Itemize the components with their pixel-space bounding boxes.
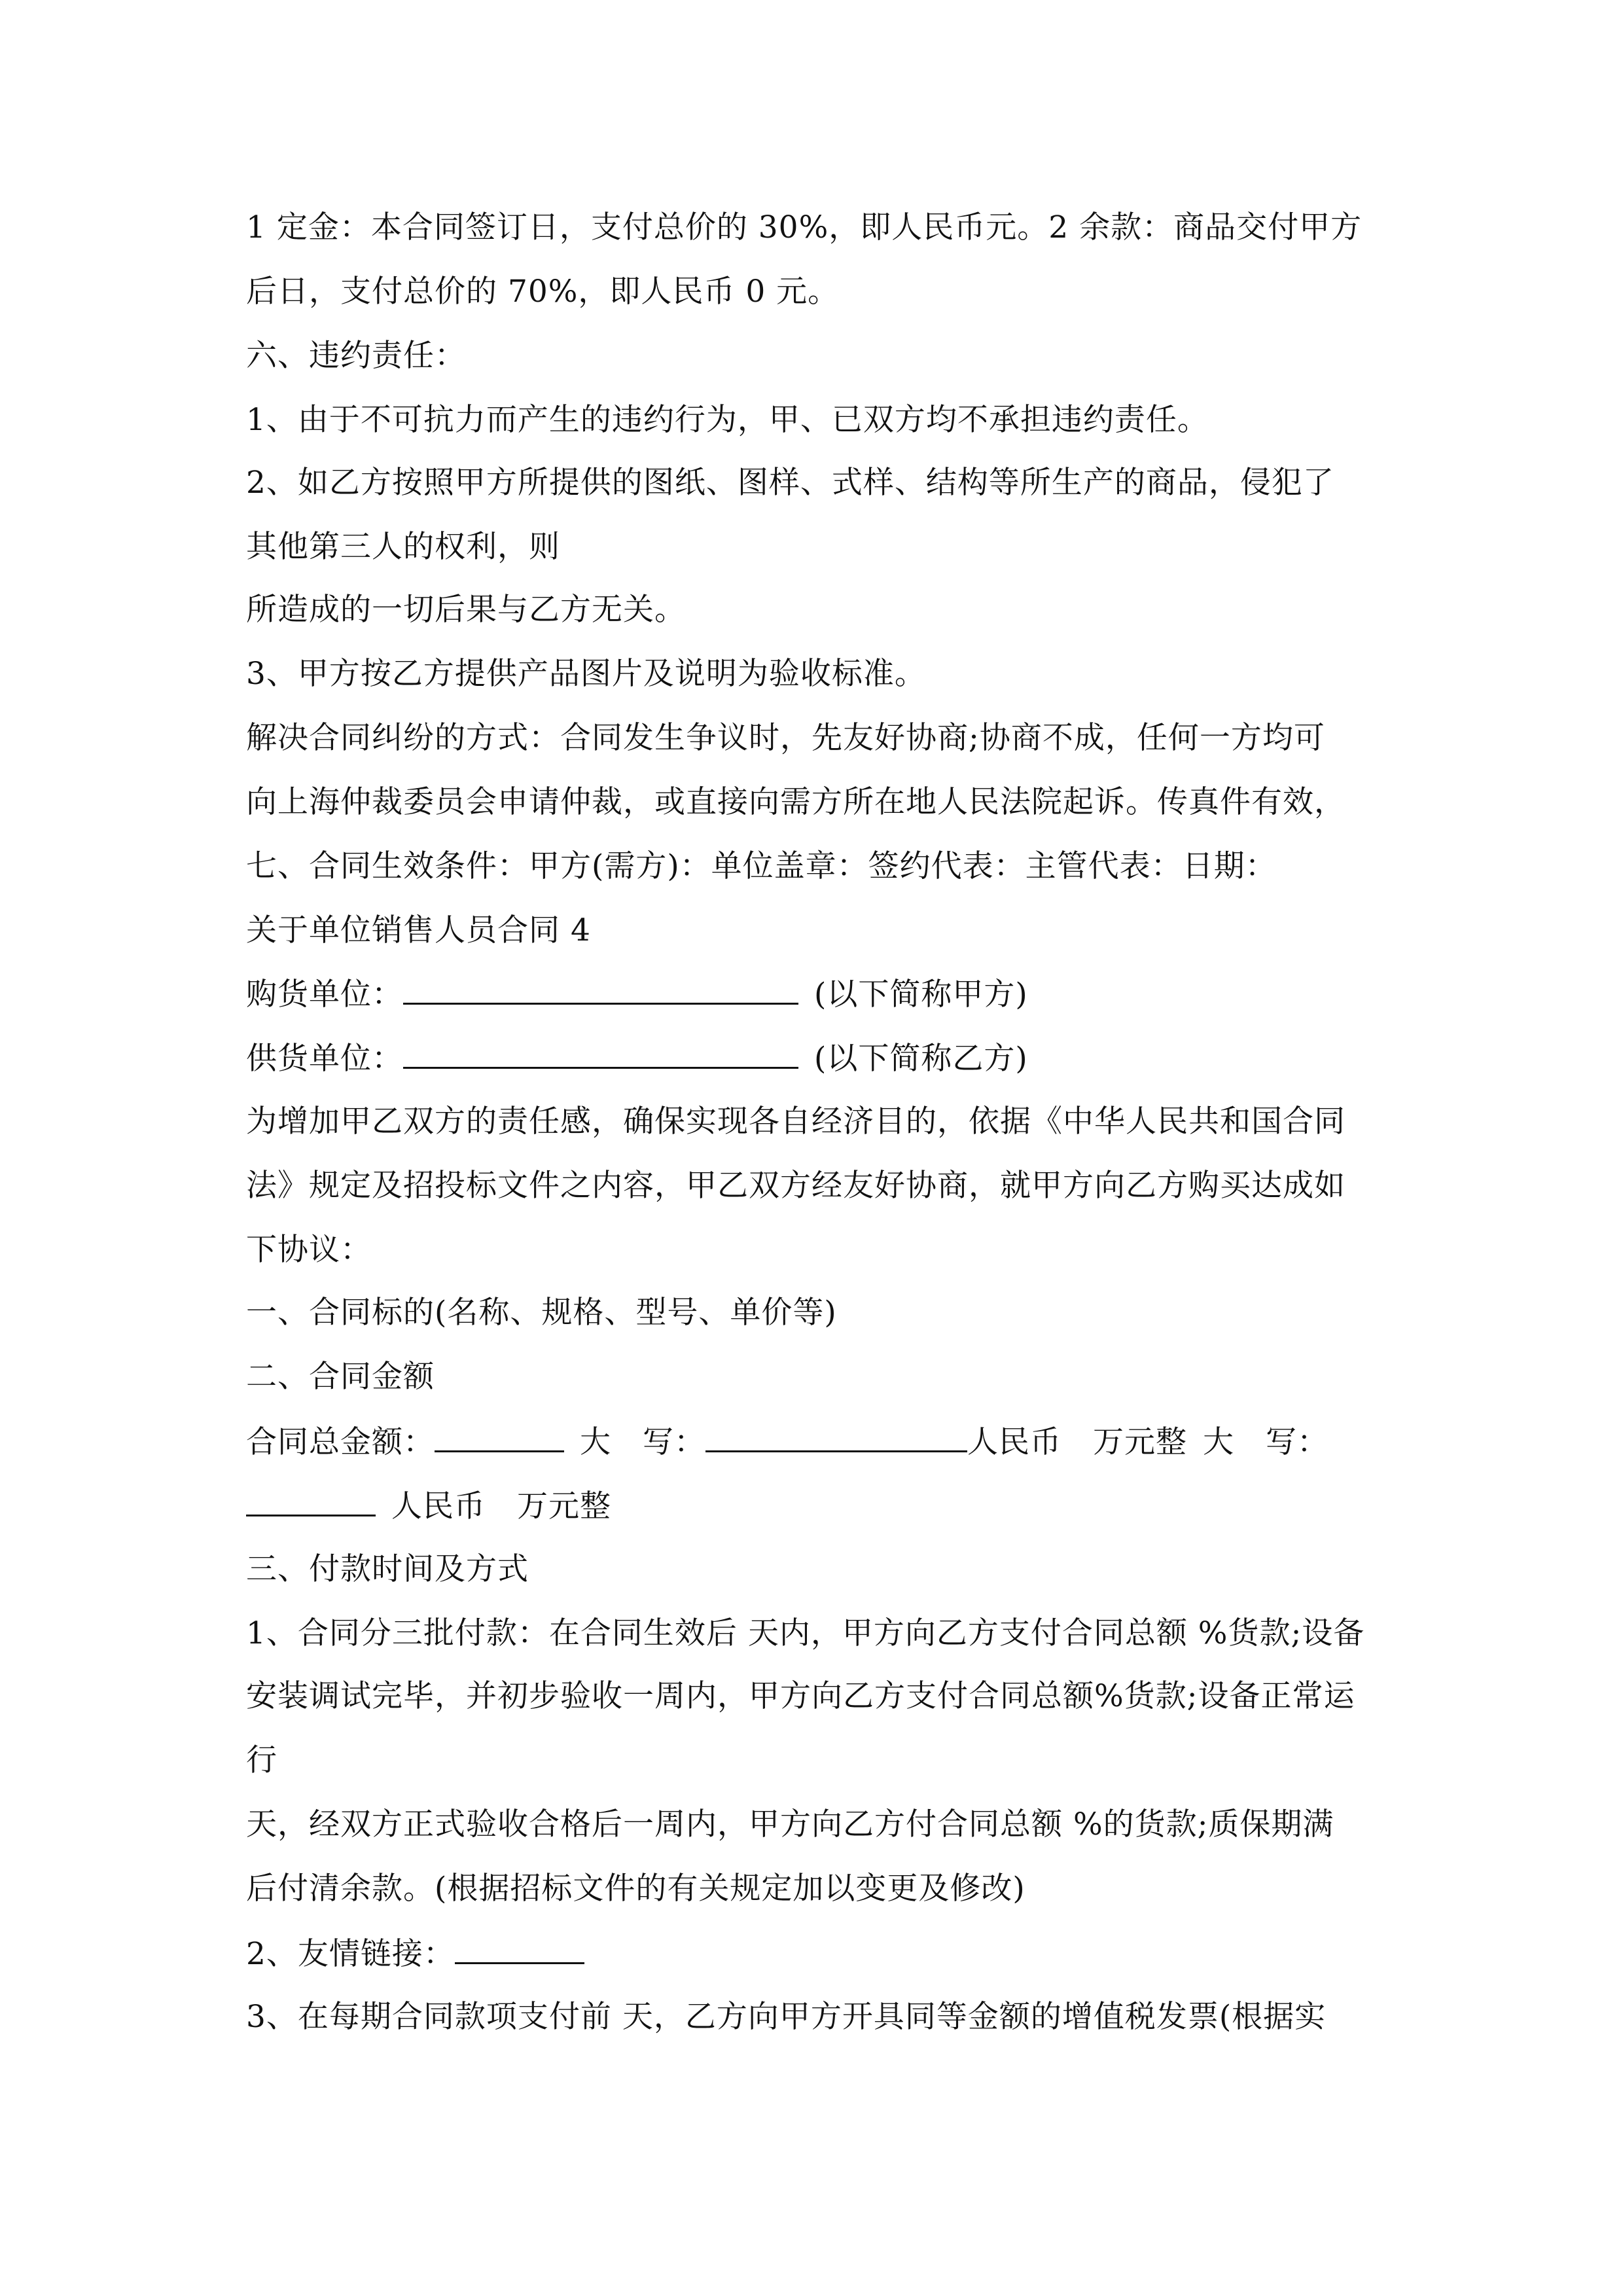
text-line: 向上海仲裁委员会申请仲裁，或直接向需方所在地人民法院起诉。传真件有效， [246, 784, 1346, 820]
text-line: 行 [246, 1742, 277, 1778]
text-line: 后付清余款。(根据招标文件的有关规定加以变更及修改) [246, 1871, 1026, 1907]
supplier-row [246, 1038, 1028, 1077]
text-line: 七、合同生效条件：甲方(需方)：单位盖章：签约代表：主管代表：日期： [246, 848, 1277, 884]
buyer-note: (以下简称甲方) [814, 977, 1028, 1013]
contract-title: 关于单位销售人员合同 4 [246, 912, 591, 948]
text-line: 1、合同分三批付款：在合同生效后 天内，甲方向乙方支付合同总额 %货款;设备 [246, 1615, 1365, 1651]
text-line: 安装调试完毕，并初步验收一周内，甲方向乙方支付合同总额%货款;设备正常运 [246, 1678, 1355, 1714]
links-row [246, 1933, 584, 1973]
section-heading: 六、违约责任： [246, 338, 466, 374]
links-blank [455, 1933, 584, 1964]
text-line: 1、由于不可抗力而产生的违约行为，甲、已双方均不承担违约责任。 [246, 402, 1209, 438]
text-line: 所造成的一切后果与乙方无关。 [246, 592, 686, 628]
supplier-note: (以下简称乙方) [814, 1041, 1028, 1077]
section-heading: 二、合同金额 [246, 1359, 435, 1395]
buyer-row [246, 974, 1028, 1013]
buyer-blank [403, 974, 798, 1005]
links-label: 2、友情链接： [246, 1936, 455, 1972]
currency-2: 人民币 万元整 [391, 1488, 611, 1524]
text-line: 3、在每期合同款项支付前 天，乙方向甲方开具同等金额的增值税发票(根据实 [246, 1999, 1327, 2035]
amount-row-2 [246, 1486, 611, 1525]
text-line: 解决合同纠纷的方式：合同发生争议时，先友好协商;协商不成，任何一方均可 [246, 720, 1325, 756]
upper-label-1: 大 写： [580, 1424, 705, 1460]
text-line: 后日，支付总价的 70%，即人民币 0 元。 [246, 274, 840, 310]
text-line: 2、如乙方按照甲方所提供的图纸、图样、式样、结构等所生产的商品，侵犯了 [246, 465, 1334, 501]
buyer-label: 购货单位： [246, 977, 403, 1013]
upper-blank-2 [246, 1486, 376, 1516]
text-line: 为增加甲乙双方的责任感，确保实现各自经济目的，依据《中华人民共和国合同 [246, 1103, 1346, 1139]
text-line: 下协议： [246, 1232, 372, 1268]
upper-blank-1 [705, 1422, 967, 1452]
text-line: 其他第三人的权利，则 [246, 529, 560, 565]
amount-row [246, 1422, 1329, 1461]
text-line: 天，经双方正式验收合格后一周内，甲方向乙方付合同总额 %的货款;质保期满 [246, 1806, 1334, 1842]
section-heading: 三、付款时间及方式 [246, 1551, 529, 1587]
text-line: 法》规定及招投标文件之内容，甲乙双方经友好协商，就甲方向乙方购买达成如 [246, 1168, 1346, 1204]
amount-blank [435, 1422, 564, 1452]
currency-1: 人民币 万元整 [967, 1424, 1187, 1460]
supplier-blank [403, 1038, 798, 1069]
supplier-label: 供货单位： [246, 1041, 403, 1077]
text-line: 3、甲方按乙方提供产品图片及说明为验收标准。 [246, 656, 926, 692]
text-line: 1 定金：本合同签订日，支付总价的 30%，即人民币元。2 余款：商品交付甲方 [246, 209, 1363, 245]
section-heading: 一、合同标的(名称、规格、型号、单价等) [246, 1295, 837, 1331]
upper-label-2: 大 写： [1203, 1424, 1329, 1460]
amount-label: 合同总金额： [246, 1424, 435, 1460]
